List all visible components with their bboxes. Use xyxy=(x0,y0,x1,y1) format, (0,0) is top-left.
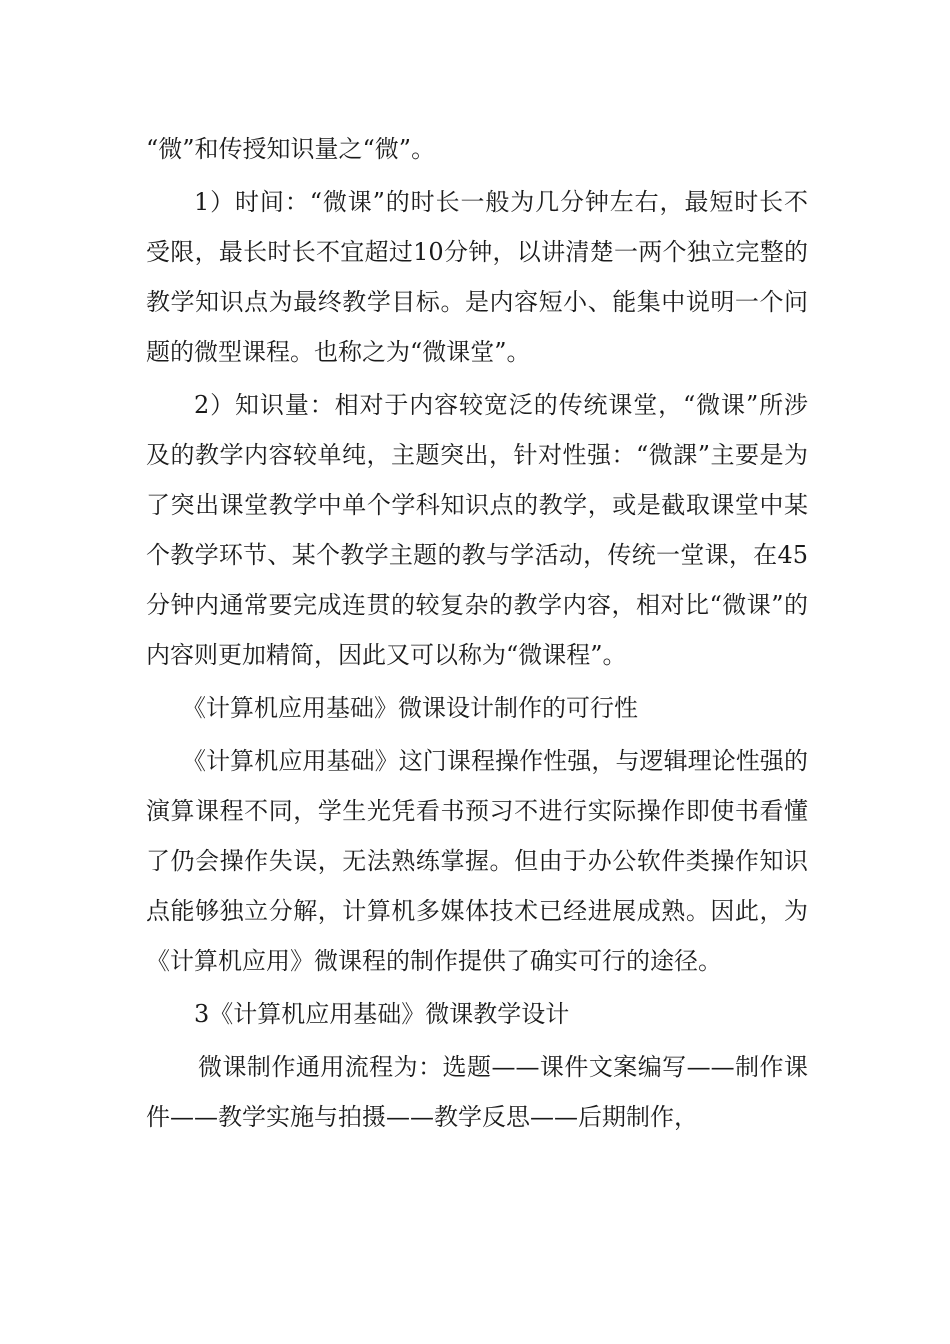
paragraph-workflow: 微课制作通用流程为：选题——课件文案编写——制作课件——教学实施与拍摄——教学反思——后期制作， xyxy=(146,1053,808,1131)
document-body xyxy=(146,124,808,1145)
section-heading-teaching-design: 3《计算机应用基础》微课教学设计 xyxy=(194,1000,570,1028)
paragraph-continuation: “微”和传授知识量之“微”。 xyxy=(146,135,436,163)
paragraph-time: 1）时间：“微课”的时长一般为几分钟左右，最短时长不受限，最长时长不宜超过10分钟，以讲清楚一两个独立完整的教学知识点为最终教学目标。是内容短小、能集中说明一个问题的微型课程。也称之为“微课堂”。 xyxy=(146,188,808,366)
paragraph-feasibility: 《计算机应用基础》这门课程操作性强，与逻辑理论性强的演算课程不同，学生光凭看书预习不进行实际操作即使书看懂了仍会操作失误，无法熟练掌握。但由于办公软件类操作知识点能够独立分解，计算机多媒体技术已经进展成熟。因此，为《计算机应用》微课程的制作提供了确实可行的途径。 xyxy=(146,747,808,975)
paragraph-knowledge-amount: 2）知识量：相对于内容较宽泛的传统课堂，“微课”所涉及的教学内容较单纯，主题突出，针对性强：“微課”主要是为了突出课堂教学中单个学科知识点的教学，或是截取课堂中某个教学环节、某个教学主题的教与学活动，传统一堂课，在45分钟内通常要完成连贯的较复杂的教学内容，相对比“微课”的内容则更加精简，因此又可以称为“微课程”。 xyxy=(146,391,808,669)
section-heading-feasibility: 《计算机应用基础》微课设计制作的可行性 xyxy=(182,694,638,722)
